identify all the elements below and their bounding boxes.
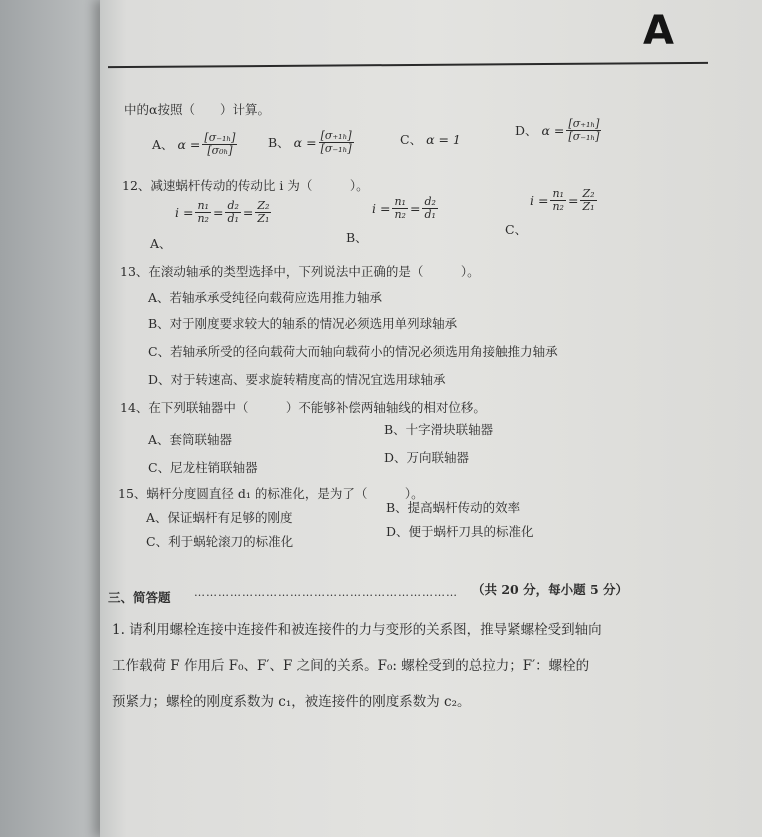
fraction: $\frac{\text{[σ₋₁ₕ]}}{\text{[σ₀ₕ]}}$ [204,131,236,158]
q12-option-b-eq: i = $\frac{\text{n₁}}{\text{n₂}}$ = $\frac{\text{d₂}}{\text{d₁}}$ [372,195,436,222]
q15-option-a: A、保证蜗杆有足够的刚度 [146,510,293,525]
section-score: （共 20 分，每小题 5 分） [472,582,629,597]
q15-stem: 15、蜗杆分度圆直径 d₁ 的标准化，是为了（ ）。 [118,486,424,501]
short-answer-q1-line2: 工作载荷 F 作用后 F₀、F′、F 之间的关系。F₀: 螺栓受到的总拉力；F′：螺栓的 [112,658,590,674]
q13-option-b: B、对于刚度要求较大的轴系的情况必须选用单列球轴承 [148,316,458,331]
section-dots: ………………………………………………………… [194,586,458,599]
q12-option-b-label: B、 [346,230,368,245]
exam-page [100,0,762,837]
q12-option-a-label: A、 [150,236,172,251]
q11-stem-tail: 中的α按照（ ）计算。 [124,102,270,117]
q15-option-d: D、便于蜗杆刀具的标准化 [386,524,534,539]
q14-stem: 14、在下列联轴器中（ ）不能够补偿两轴轴线的相对位移。 [120,400,486,415]
section-title: 三、简答题 [108,590,171,605]
paper-version-letter: A [643,8,674,54]
q12-stem: 12、减速蜗杆传动的传动比 i 为（ ）。 [122,178,369,193]
short-answer-q1-line1: 1. 请利用螺栓连接中连接件和被连接件的力与变形的关系图，推导紧螺栓受到轴向 [112,622,602,638]
q13-option-d: D、对于转速高、要求旋转精度高的情况宜选用球轴承 [148,372,446,387]
fraction: $\frac{\text{[σ₊₁ₕ]}}{\text{[σ₋₁ₕ]}}$ [320,129,352,156]
fraction: $\frac{\text{[σ₊₁ₕ]}}{\text{[σ₋₁ₕ]}}$ [568,117,600,144]
q11-option-b: B、 α = $\frac{\text{[σ₊₁ₕ]}}{\text{[σ₋₁ₕ]}}$ [268,129,352,156]
q13-option-a: A、若轴承承受纯径向载荷应选用推力轴承 [148,290,383,305]
q12-option-c-label: C、 [505,222,528,237]
q15-option-b: B、提高蜗杆传动的效率 [386,500,521,515]
q14-option-c: C、尼龙柱销联轴器 [148,460,258,475]
q12-option-c-eq: i = $\frac{\text{n₁}}{\text{n₂}}$ = $\frac{\text{Z₂}}{\text{Z₁}}$ [530,187,595,214]
q11-option-d: D、 α = $\frac{\text{[σ₊₁ₕ]}}{\text{[σ₋₁ₕ]}}$ [515,117,600,144]
q14-option-d: D、万向联轴器 [384,450,470,465]
q13-option-c: C、若轴承所受的径向载荷大而轴向载荷小的情况必须选用角接触推力轴承 [148,344,558,359]
q15-option-c: C、利于蜗轮滚刀的标准化 [146,534,294,549]
q14-option-b: B、十字滑块联轴器 [384,422,494,437]
q11-option-a: A、 α = $\frac{\text{[σ₋₁ₕ]}}{\text{[σ₀ₕ]}}$ [152,131,236,158]
q12-option-a-eq: i = $\frac{\text{n₁}}{\text{n₂}}$ = $\frac{\text{d₂}}{\text{d₁}}$ = $\frac{\text{Z₂}}{\text{Z₁}}$ [175,199,270,226]
q11-option-c: C、 α = 1 [400,132,461,147]
header-rule [108,62,708,68]
q14-option-a: A、套筒联轴器 [148,432,233,447]
q13-stem: 13、在滚动轴承的类型选择中，下列说法中正确的是（ ）。 [120,264,480,279]
short-answer-q1-line3: 预紧力；螺栓的刚度系数为 c₁，被连接件的刚度系数为 c₂。 [112,694,471,710]
